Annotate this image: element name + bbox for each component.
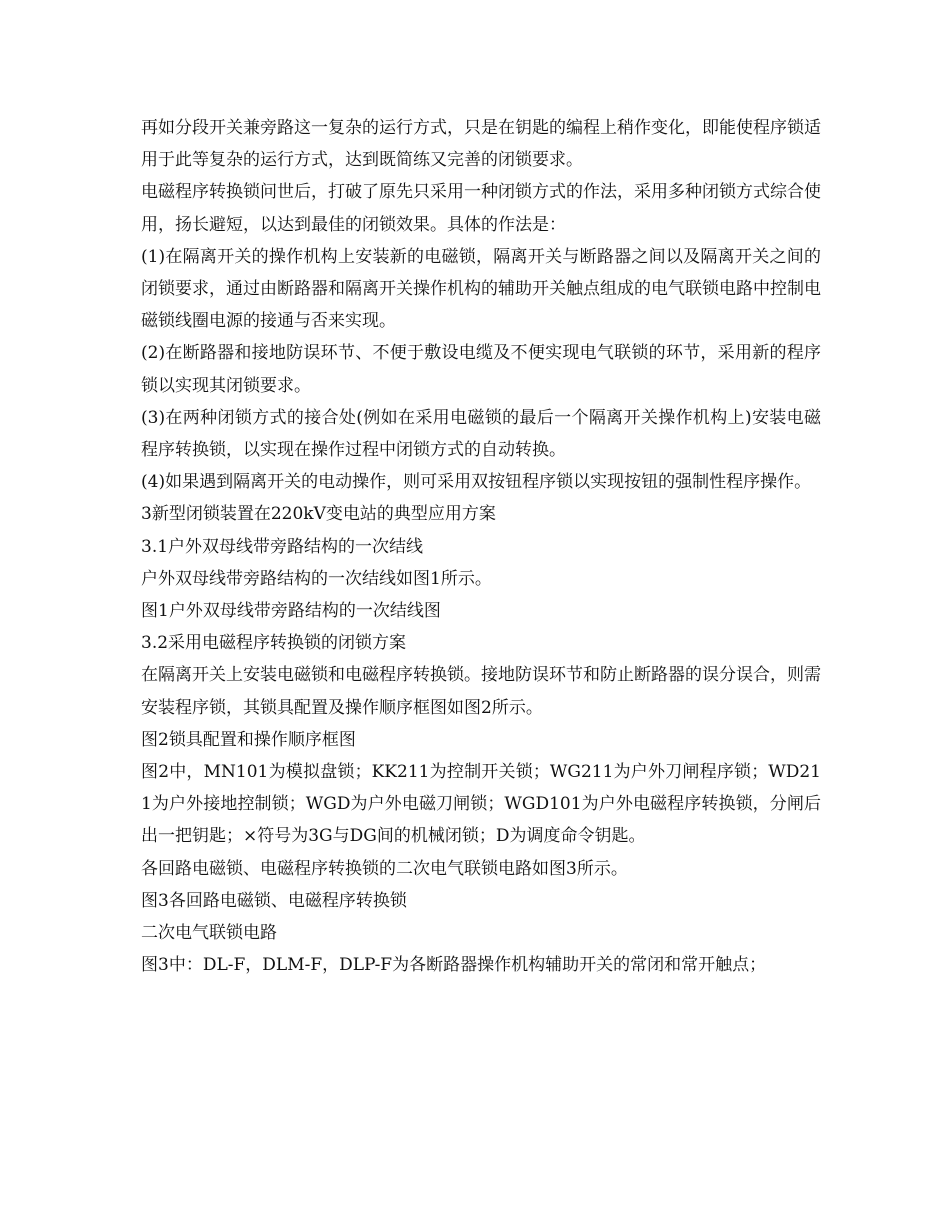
- document-body: [141, 112, 821, 981]
- section-heading-3-2: 3.2采用电磁程序转换锁的闭锁方案: [141, 633, 407, 654]
- paragraph-figure-3-reference: 各回路电磁锁、电磁程序转换锁的二次电气联锁电路如图3所示。: [141, 858, 628, 879]
- figure-3-caption-line-2: 二次电气联锁电路: [141, 923, 277, 944]
- figure-1-caption: 图1户外双母线带旁路结构的一次结线图: [141, 601, 441, 622]
- paragraph-method-1: (1)在隔离开关的操作机构上安装新的电磁锁，隔离开关与断路器之间以及隔离开关之间的闭锁要求，通过由断路器和隔离开关操作机构的辅助开关触点组成的电气联锁电路中控制电磁锁线圈电源的接通与否来实现。: [141, 246, 821, 332]
- paragraph-method-3: (3)在两种闭锁方式的接合处(例如在采用电磁锁的最后一个隔离开关操作机构上)安装电磁程序转换锁，以实现在操作过程中闭锁方式的自动转换。: [141, 407, 821, 461]
- paragraph-electromagnetic-conversion-lock: 电磁程序转换锁问世后，打破了原先只采用一种闭锁方式的作法，采用多种闭锁方式综合使用，扬长避短，以达到最佳的闭锁效果。具体的作法是：: [141, 182, 821, 235]
- paragraph-program-lock-bypass: 再如分段开关兼旁路这一复杂的运行方式，只是在钥匙的编程上稍作变化，即能使程序锁适用于此等复杂的运行方式，达到既简练又完善的闭锁要求。: [141, 118, 821, 171]
- figure-2-caption: 图2锁具配置和操作顺序框图: [141, 729, 356, 750]
- paragraph-figure-2-legend: 图2中，MN101为模拟盘锁；KK211为控制开关锁；WG211为户外刀闸程序锁；WD211为户外接地控制锁；WGD为户外电磁刀闸锁；WGD101为户外电磁程序转换锁，分闸后出一把钥匙；×符号为3G与DG间的机械闭锁；D为调度命令钥匙。: [141, 762, 821, 847]
- paragraph-figure-1-reference: 户外双母线带旁路结构的一次结线如图1所示。: [141, 568, 492, 589]
- paragraph-figure-3-legend: 图3中：DL-F，DLM-F，DLP-F为各断路器操作机构辅助开关的常闭和常开触点；: [141, 955, 767, 976]
- section-heading-3-1: 3.1户外双母线带旁路结构的一次结线: [141, 536, 424, 557]
- section-heading-3: 3新型闭锁装置在220kV变电站的典型应用方案: [141, 504, 496, 525]
- paragraph-method-4: (4)如果遇到隔离开关的电动操作，则可采用双按钮程序锁以实现按钮的强制性程序操作。: [141, 472, 812, 493]
- figure-3-caption-line-1: 图3各回路电磁锁、电磁程序转换锁: [141, 890, 407, 911]
- paragraph-method-2: (2)在断路器和接地防误环节、不便于敷设电缆及不便实现电气联锁的环节，采用新的程序锁以实现其闭锁要求。: [141, 343, 821, 396]
- paragraph-lock-installation: 在隔离开关上安装电磁锁和电磁程序转换锁。接地防误环节和防止断路器的误分误合，则需安装程序锁，其锁具配置及操作顺序框图如图2所示。: [141, 665, 821, 718]
